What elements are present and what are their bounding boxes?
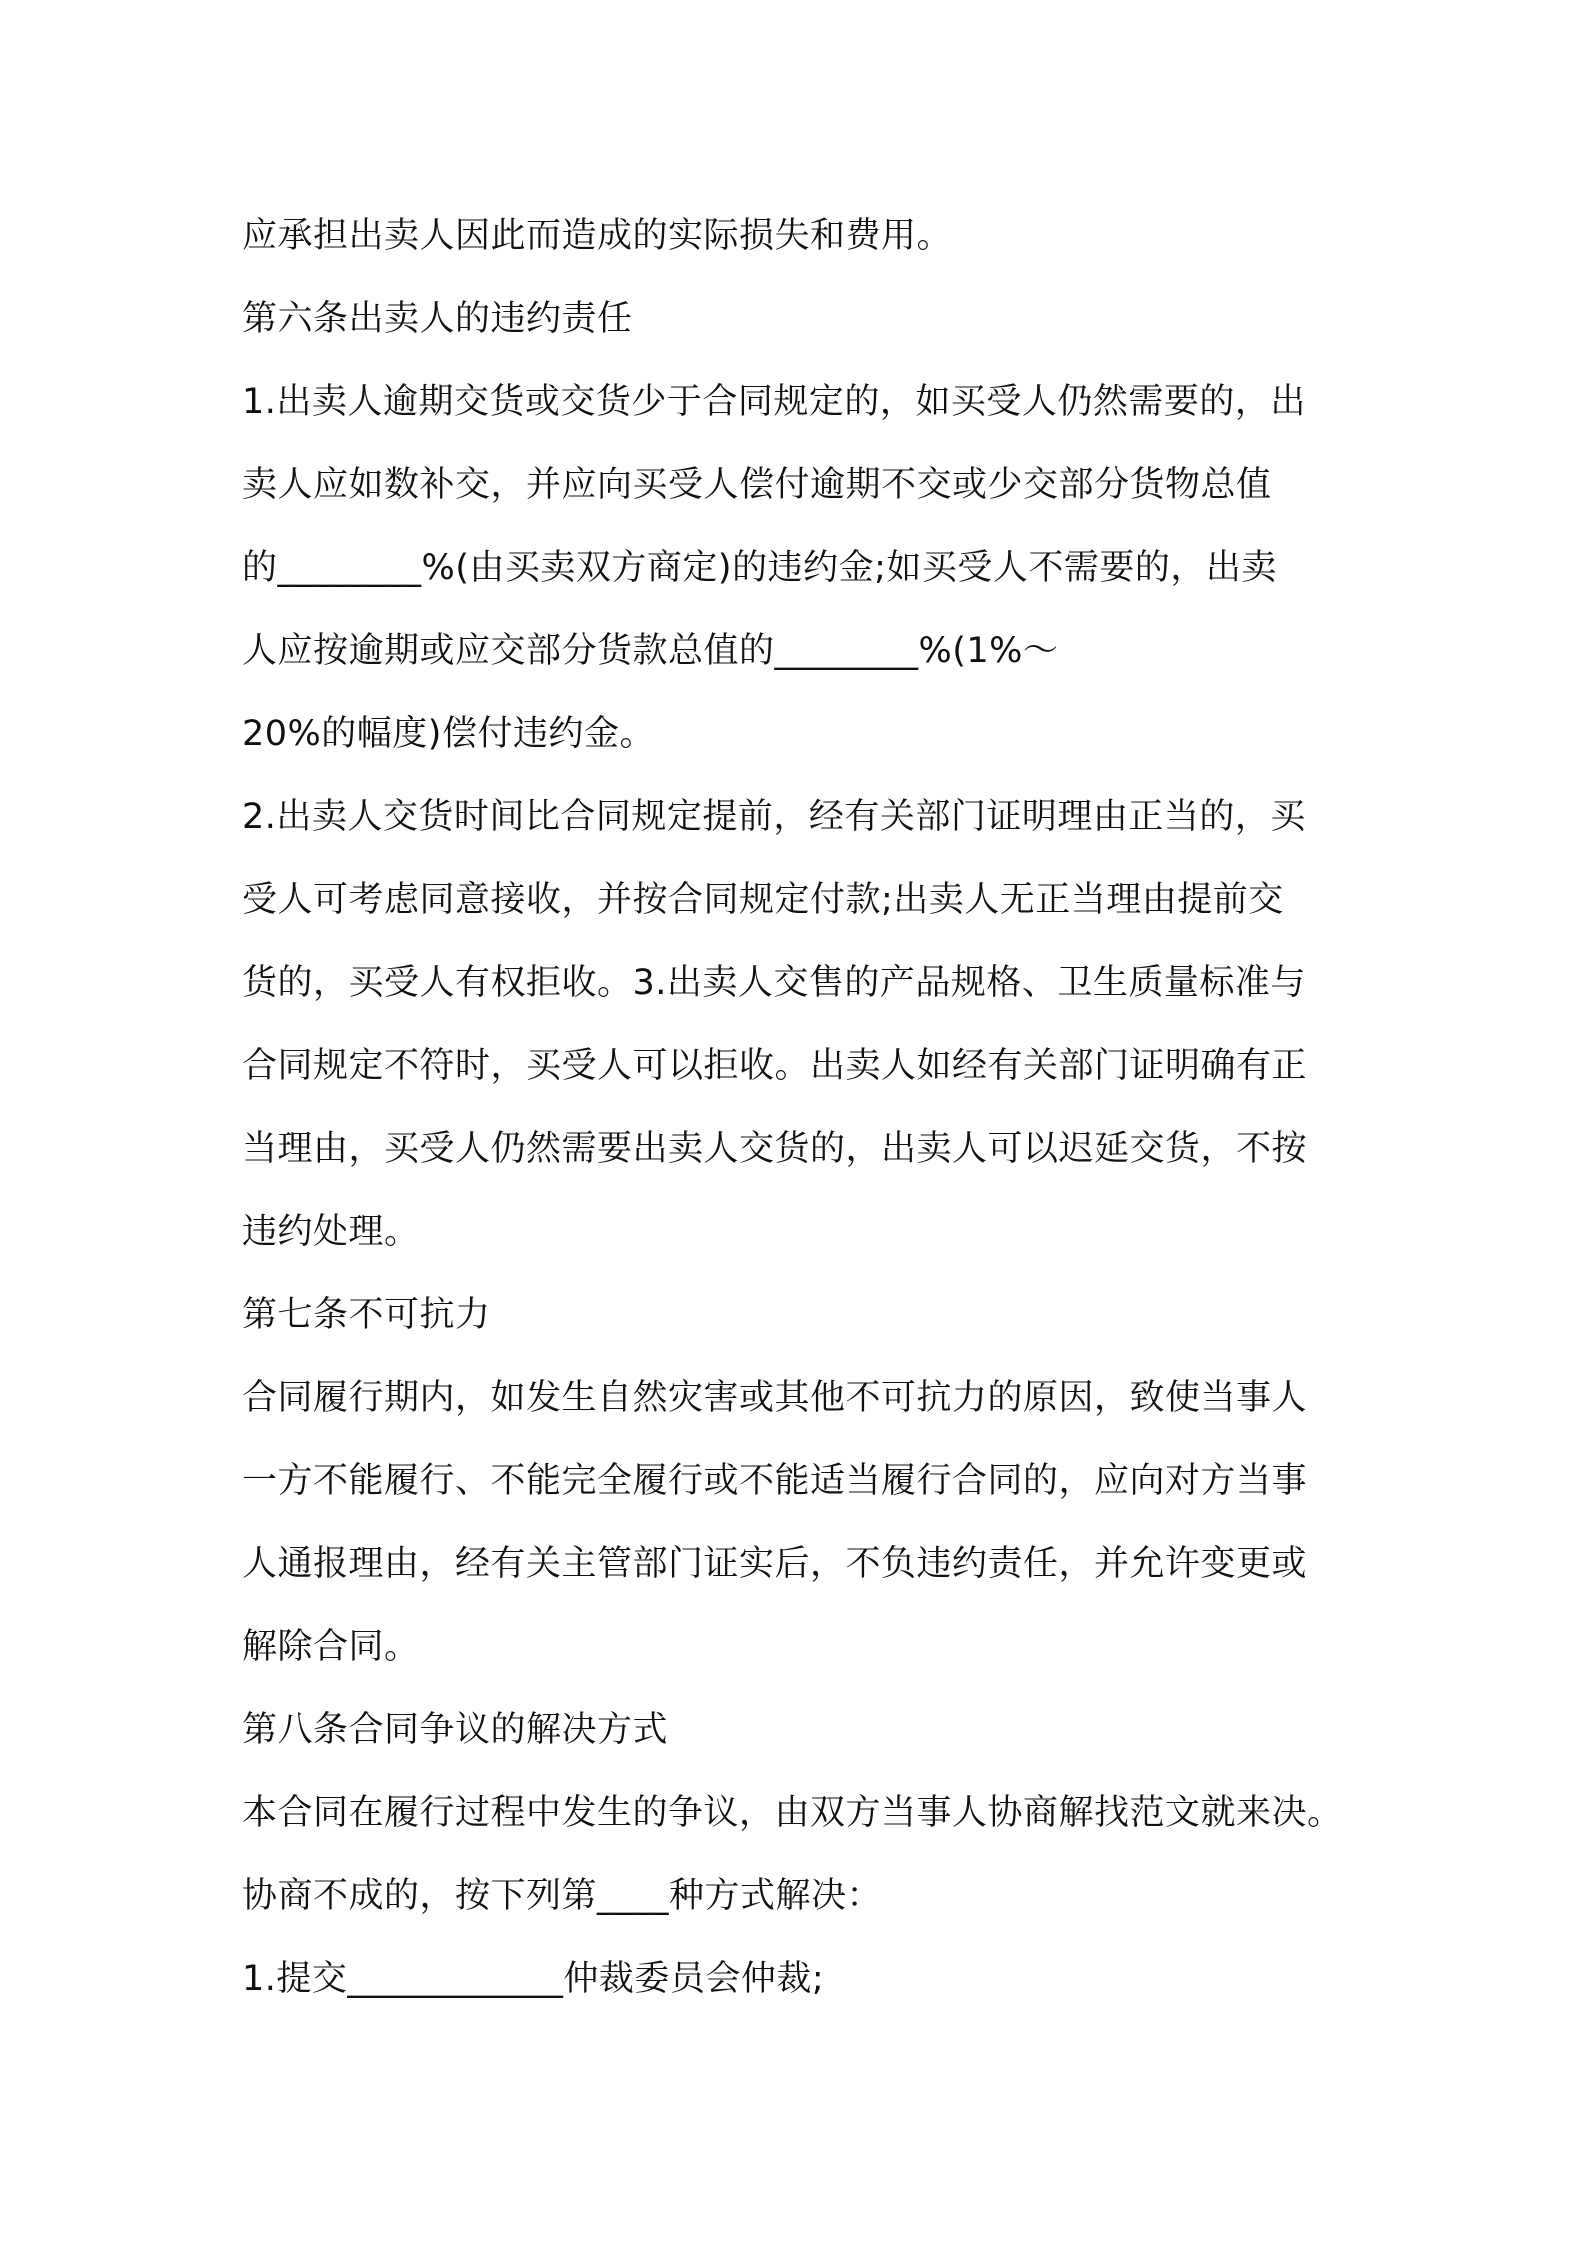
text-line-20: 本合同在履行过程中发生的争议，由双方当事人协商解找范文就来决。 <box>242 1793 1343 1833</box>
text-line-6: 人应按逾期或应交部分货款总值的________%(1%～ <box>242 631 1059 671</box>
text-line-11: 合同规定不符时，买受人可以拒收。出卖人如经有关部门证明确有正 <box>242 1046 1308 1086</box>
text-line-9: 受人可考虑同意接收，并按合同规定付款;出卖人无正当理由提前交 <box>242 880 1284 920</box>
section-heading-6: 第六条出卖人的违约责任 <box>242 299 633 339</box>
text-line-16: 一方不能履行、不能完全履行或不能适当履行合同的，应向对方当事 <box>242 1461 1308 1501</box>
text-line-7: 20%的幅度)偿付违约金。 <box>242 714 655 754</box>
text-line-22: 1.提交____________仲裁委员会仲裁; <box>242 1959 825 1999</box>
text-line-13: 违约处理。 <box>242 1212 420 1252</box>
section-heading-7: 第七条不可抗力 <box>242 1295 491 1335</box>
text-line-3: 1.出卖人逾期交货或交货少于合同规定的，如买受人仍然需要的，出 <box>242 382 1306 422</box>
text-line-18: 解除合同。 <box>242 1627 420 1667</box>
text-line-4: 卖人应如数补交，并应向买受人偿付逾期不交或少交部分货物总值 <box>242 465 1272 505</box>
text-line-5: 的________%(由买卖双方商定)的违约金;如买受人不需要的，出卖 <box>242 548 1277 588</box>
text-line-10: 货的，买受人有权拒收。3.出卖人交售的产品规格、卫生质量标准与 <box>242 963 1306 1003</box>
text-line-12: 当理由，买受人仍然需要出卖人交货的，出卖人可以迟延交货，不按 <box>242 1129 1308 1169</box>
text-line-21: 协商不成的，按下列第____种方式解决： <box>242 1876 883 1916</box>
text-line-17: 人通报理由，经有关主管部门证实后，不负违约责任，并允许变更或 <box>242 1544 1308 1584</box>
document-body <box>242 195 1372 2021</box>
text-line-8: 2.出卖人交货时间比合同规定提前，经有关部门证明理由正当的，买 <box>242 797 1306 837</box>
text-line-15: 合同履行期内，如发生自然灾害或其他不可抗力的原因，致使当事人 <box>242 1378 1308 1418</box>
text-line-1: 应承担出卖人因此而造成的实际损失和费用。 <box>242 216 953 256</box>
section-heading-8: 第八条合同争议的解决方式 <box>242 1710 669 1750</box>
